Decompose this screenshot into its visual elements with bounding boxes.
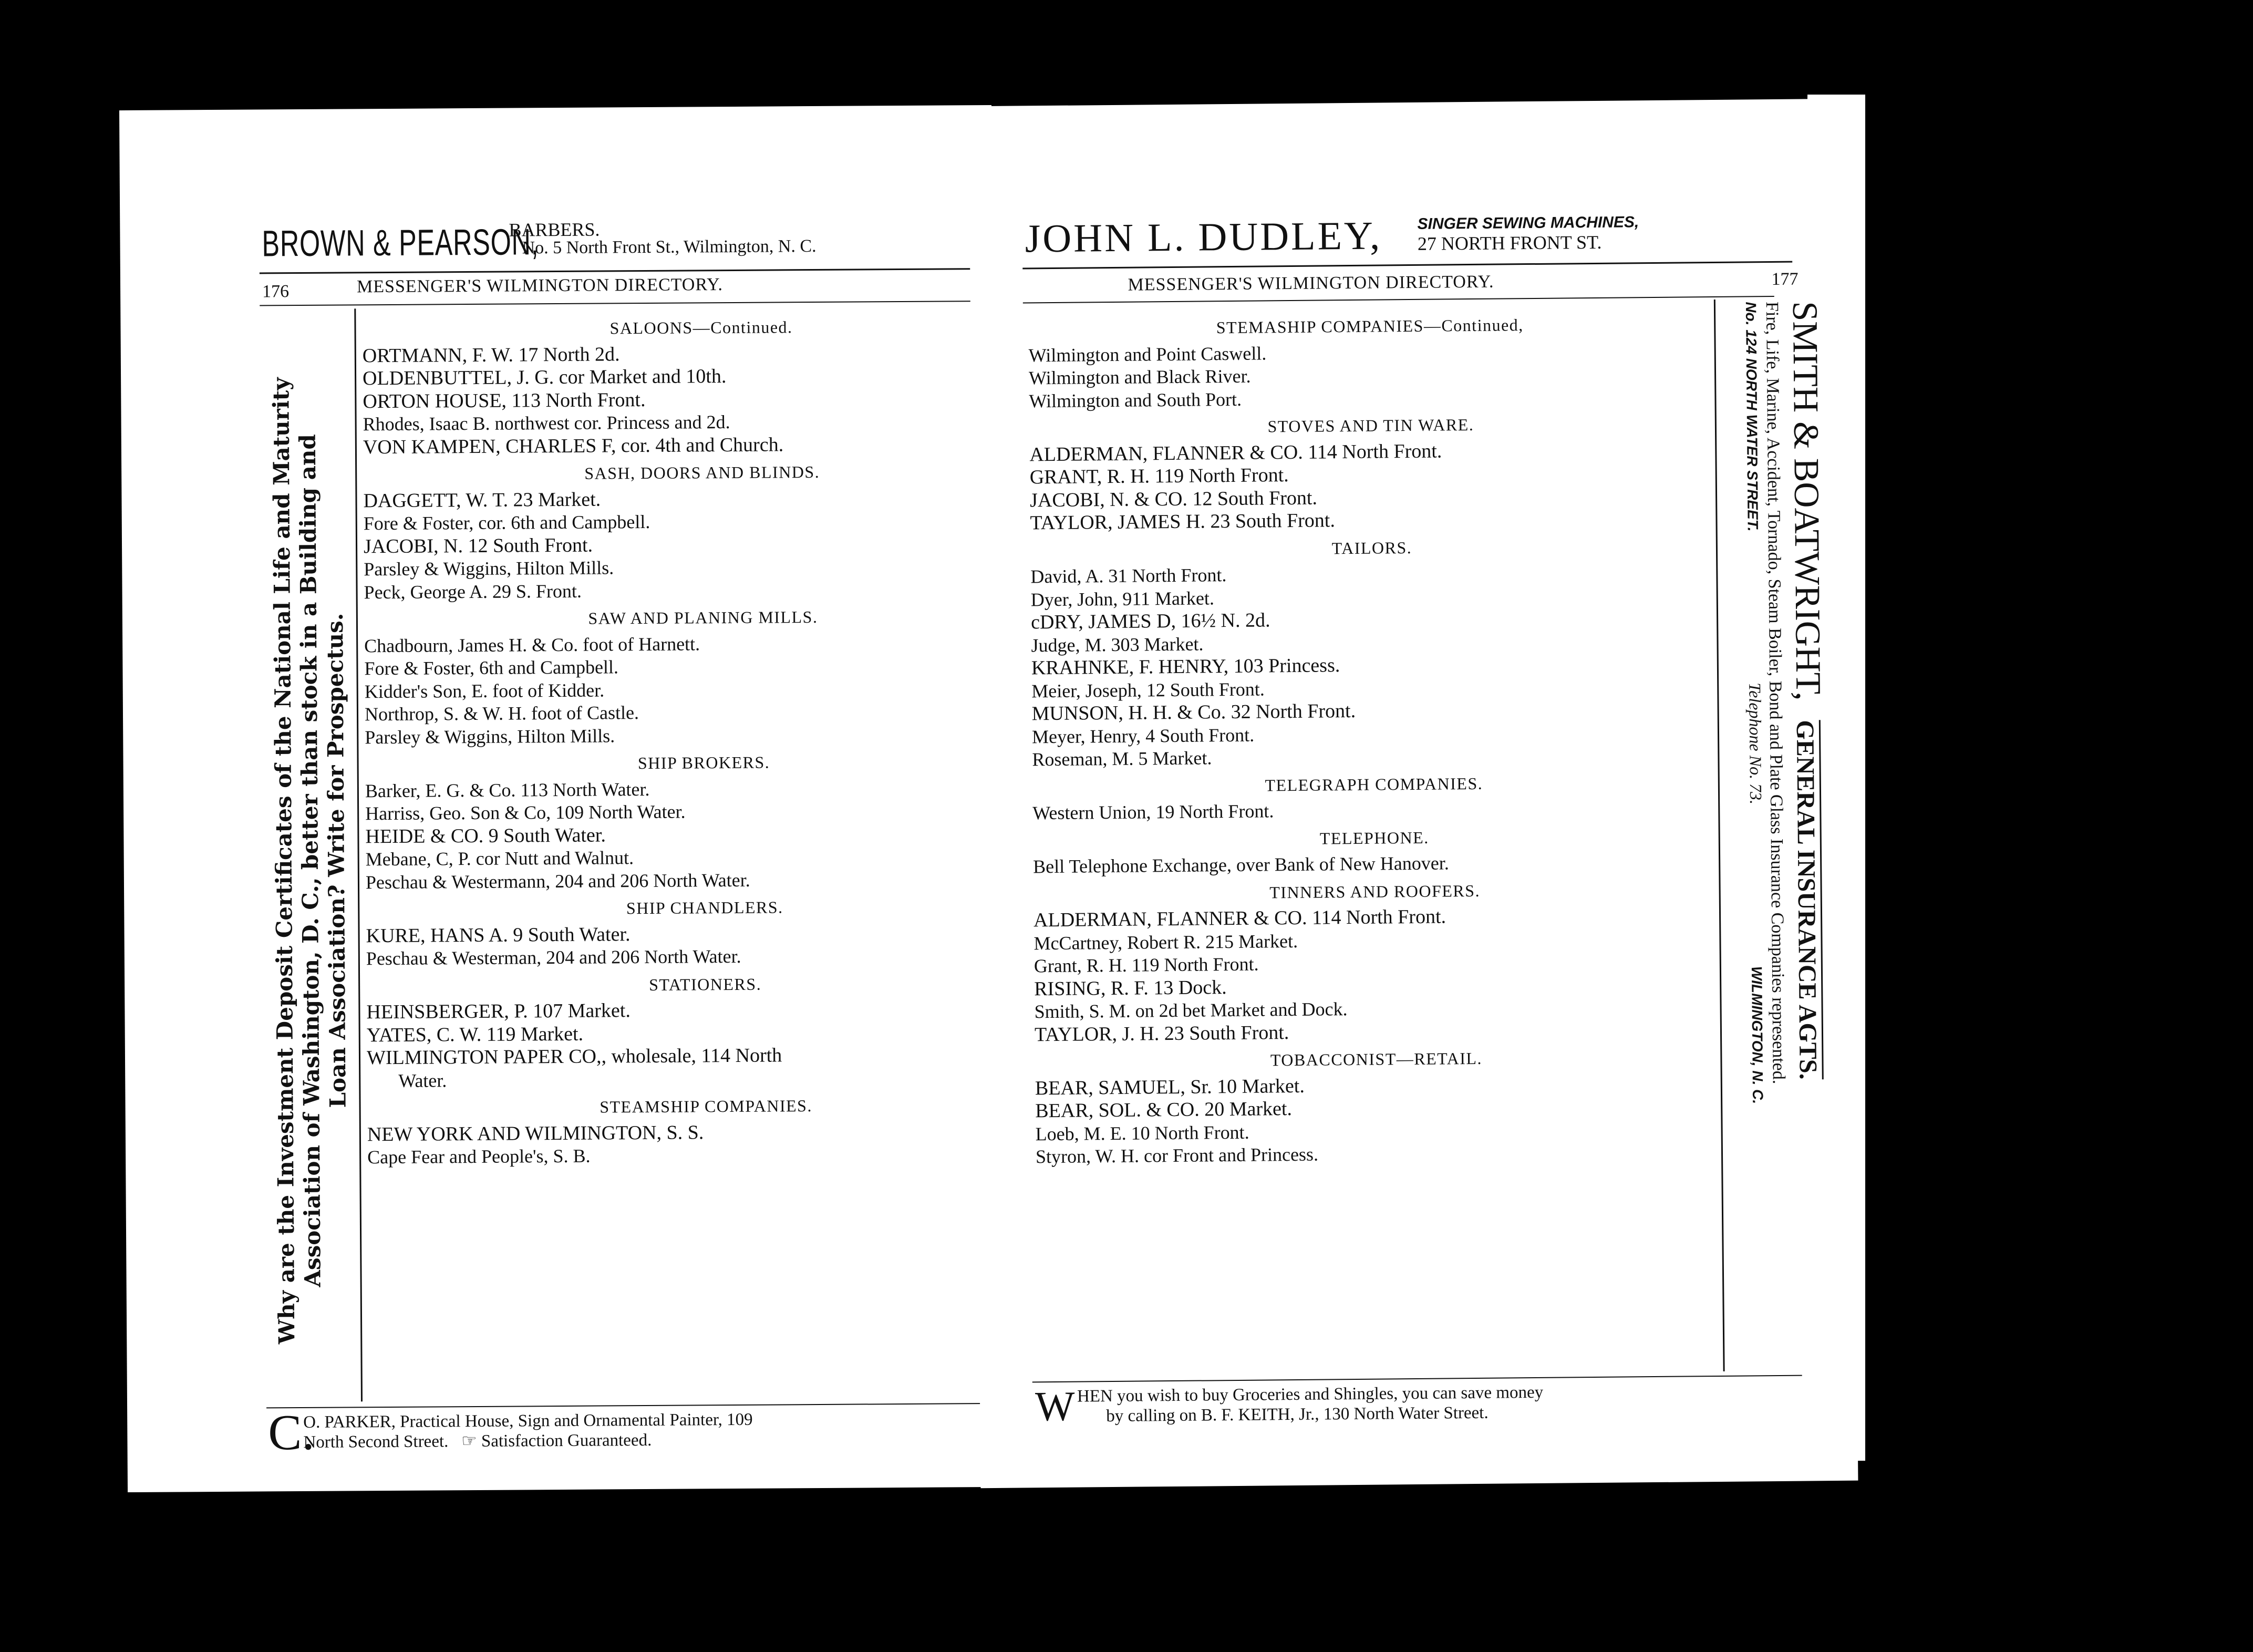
directory-entry: Peschau & Westerman, 204 and 206 North Water. bbox=[366, 945, 741, 969]
directory-entry: YATES, C. W. 119 Market. bbox=[366, 1023, 584, 1046]
right-side-advert-agents: GENERAL INSURANCE AGTS. bbox=[1791, 720, 1824, 1080]
left-page bbox=[119, 105, 1000, 1492]
directory-entry: Judge, M. 303 Market. bbox=[1031, 633, 1204, 656]
right-title-rule bbox=[1023, 296, 1774, 303]
left-column-rule bbox=[354, 308, 363, 1401]
directory-entry: Dyer, John, 911 Market. bbox=[1030, 587, 1215, 610]
directory-entry: McCartney, Robert R. 215 Market. bbox=[1034, 930, 1298, 954]
right-footer-line1: HEN you wish to buy Groceries and Shingles, you can save money bbox=[1077, 1382, 1544, 1406]
directory-entry: GRANT, R. H. 119 North Front. bbox=[1029, 464, 1289, 489]
section-heading: STATIONERS. bbox=[649, 974, 762, 994]
left-side-advert-line1: Why are the Investment Deposit Certificates of the National Life and Maturity bbox=[268, 377, 300, 1345]
directory-entry: KRAHNKE, F. HENRY, 103 Princess. bbox=[1031, 654, 1340, 679]
directory-entry: Meier, Joseph, 12 South Front. bbox=[1031, 678, 1265, 701]
right-page bbox=[969, 99, 1858, 1488]
directory-entry: Wilmington and Point Caswell. bbox=[1028, 342, 1267, 366]
directory-entry: Parsley & Wiggins, Hilton Mills. bbox=[364, 557, 614, 580]
directory-entry: Smith, S. M. on 2d bet Market and Dock. bbox=[1034, 998, 1348, 1023]
directory-entry: NEW YORK AND WILMINGTON, S. S. bbox=[367, 1121, 704, 1145]
left-footer-guarantee: Satisfaction Guaranteed. bbox=[481, 1430, 652, 1451]
directory-entry: ORTMANN, F. W. 17 North 2d. bbox=[362, 343, 620, 367]
directory-entry: Wilmington and South Port. bbox=[1029, 388, 1242, 411]
directory-entry: DAGGETT, W. T. 23 Market. bbox=[363, 488, 601, 512]
directory-entry: Rhodes, Isaac B. northwest cor. Princess and 2d. bbox=[363, 411, 730, 435]
left-title-rule bbox=[260, 301, 1000, 306]
directory-entry: ALDERMAN, FLANNER & CO. 114 North Front. bbox=[1033, 905, 1446, 932]
right-directory-listing bbox=[1028, 307, 1719, 1169]
right-page-number: 177 bbox=[1771, 269, 1799, 290]
right-side-advert-line1: Fire, Life, Marine, Accident, Tornado, Steam Boiler, Bond and Plate Glass Insurance Companies represented. bbox=[1762, 301, 1789, 1085]
directory-entry: Wilmington and Black River. bbox=[1028, 365, 1251, 389]
section-heading: STEAMSHIP COMPANIES. bbox=[600, 1096, 812, 1117]
directory-entry: Mebane, C, P. cor Nutt and Walnut. bbox=[365, 847, 634, 870]
right-header-name: JOHN L. DUDLEY, bbox=[1025, 213, 1382, 261]
section-heading: TELEGRAPH COMPANIES. bbox=[1265, 773, 1483, 794]
section-heading: STEMASHIP COMPANIES—Continued, bbox=[1216, 315, 1524, 337]
directory-entry: ORTON HOUSE, 113 North Front. bbox=[363, 388, 646, 412]
section-heading: SHIP BROKERS. bbox=[637, 752, 770, 773]
left-footer-line2: North Second Street. bbox=[303, 1432, 449, 1452]
right-footer-initial: W bbox=[1035, 1383, 1076, 1430]
directory-entry: Kidder's Son, E. foot of Kidder. bbox=[364, 679, 605, 702]
directory-entry: BEAR, SOL. & CO. 20 Market. bbox=[1035, 1098, 1293, 1122]
directory-entry: Meyer, Henry, 4 South Front. bbox=[1031, 724, 1255, 747]
directory-entry: TAYLOR, JAMES H. 23 South Front. bbox=[1030, 509, 1336, 534]
left-side-advert bbox=[267, 319, 353, 1402]
directory-entry: Harriss, Geo. Son & Co, 109 North Water. bbox=[365, 801, 686, 824]
right-footer-line2: by calling on B. F. KEITH, Jr., 130 North Water Street. bbox=[1106, 1403, 1489, 1426]
right-side-advert-rotator bbox=[1741, 301, 1834, 1374]
left-header-address: No. 5 North Front St., Wilmington, N. C. bbox=[522, 236, 817, 258]
directory-entry: HEIDE & CO. 9 South Water. bbox=[365, 823, 606, 848]
directory-entry: ALDERMAN, FLANNER & CO. 114 North Front. bbox=[1029, 440, 1442, 466]
right-running-title: MESSENGER'S WILMINGTON DIRECTORY. bbox=[1128, 272, 1494, 295]
left-header-rule bbox=[260, 268, 1000, 274]
left-footer-initial: C. bbox=[268, 1403, 315, 1461]
section-heading: SAW AND PLANING MILLS. bbox=[588, 607, 818, 628]
directory-entry: VON KAMPEN, CHARLES F, cor. 4th and Church. bbox=[363, 433, 784, 458]
directory-entry: Fore & Foster, cor. 6th and Campbell. bbox=[363, 511, 650, 534]
directory-entry: Chadbourn, James H. & Co. foot of Harnett. bbox=[364, 633, 700, 656]
right-side-advert-address: No. 124 NORTH WATER STREET. bbox=[1742, 302, 1761, 532]
directory-entry: JACOBI, N. & CO. 12 South Front. bbox=[1029, 487, 1318, 511]
directory-entry: RISING, R. F. 13 Dock. bbox=[1034, 976, 1227, 1000]
section-heading: SALOONS—Continued. bbox=[609, 317, 793, 338]
directory-entry: MUNSON, H. H. & Co. 32 North Front. bbox=[1031, 699, 1356, 725]
directory-entry: Styron, W. H. cor Front and Princess. bbox=[1035, 1143, 1319, 1168]
left-running-title: MESSENGER'S WILMINGTON DIRECTORY. bbox=[356, 275, 724, 297]
directory-entry: Bell Telephone Exchange, over Bank of New Hanover. bbox=[1033, 852, 1449, 877]
right-side-advert-city: WILMINGTON, N. C. bbox=[1748, 966, 1766, 1104]
section-heading: TOBACCONIST—RETAIL. bbox=[1270, 1048, 1483, 1070]
directory-entry: Peck, George A. 29 S. Front. bbox=[364, 580, 582, 603]
directory-entry: HEINSBERGER, P. 107 Market. bbox=[366, 999, 631, 1024]
directory-entry: KURE, HANS A. 9 South Water. bbox=[366, 923, 631, 947]
directory-entry: David, A. 31 North Front. bbox=[1030, 564, 1227, 587]
left-side-advert-line2: Association of Washington, D. C., better than stock in a Building and bbox=[294, 434, 326, 1287]
directory-entry: Roseman, M. 5 Market. bbox=[1032, 747, 1212, 770]
right-header-rule bbox=[1022, 261, 1792, 270]
directory-entry: TAYLOR, J. H. 23 South Front. bbox=[1034, 1021, 1289, 1046]
section-heading: TINNERS AND ROOFERS. bbox=[1269, 881, 1481, 902]
section-heading: SHIP CHANDLERS. bbox=[626, 897, 783, 918]
right-side-advert-telephone: Telephone No. 73. bbox=[1745, 683, 1766, 805]
directory-entry: Peschau & Westermann, 204 and 206 North Water. bbox=[365, 869, 750, 893]
right-header-address: 27 NORTH FRONT ST. bbox=[1417, 231, 1602, 254]
directory-entry: Northrop, S. & W. H. foot of Castle. bbox=[364, 702, 639, 725]
directory-entry: JACOBI, N. 12 South Front. bbox=[363, 534, 593, 557]
left-footer-line2-wrap bbox=[303, 1430, 652, 1452]
section-heading: STOVES AND TIN WARE. bbox=[1267, 415, 1474, 436]
left-header-name: BROWN & PEARSON, bbox=[262, 221, 539, 264]
directory-entry: BEAR, SAMUEL, Sr. 10 Market. bbox=[1035, 1075, 1305, 1099]
directory-entry: Grant, R. H. 119 North Front. bbox=[1034, 953, 1259, 977]
section-heading: TELEPHONE. bbox=[1319, 828, 1429, 848]
directory-entry: Barker, E. G. & Co. 113 North Water. bbox=[365, 778, 650, 801]
directory-entry: WILMINGTON PAPER CO,, wholesale, 114 North bbox=[366, 1044, 782, 1069]
right-side-advert-name: SMITH & BOATWRIGHT, bbox=[1785, 301, 1829, 701]
section-heading: TAILORS. bbox=[1331, 538, 1412, 557]
pointing-hand-icon: ☞ bbox=[461, 1431, 477, 1451]
left-side-advert-line3: Loan Association? Write for Prospectus. bbox=[322, 613, 351, 1108]
directory-entry: Western Union, 19 North Front. bbox=[1032, 800, 1274, 824]
left-footer-line1: O. PARKER, Practical House, Sign and Ornamental Painter, 109 bbox=[303, 1410, 753, 1432]
right-side-advert bbox=[1719, 301, 1834, 1374]
section-heading: SASH, DOORS AND BLINDS. bbox=[584, 462, 820, 483]
directory-entry: OLDENBUTTEL, J. G. cor Market and 10th. bbox=[362, 365, 727, 390]
right-header-trade: SINGER SEWING MACHINES, bbox=[1417, 213, 1639, 233]
directory-entry: Loeb, M. E. 10 North Front. bbox=[1035, 1121, 1249, 1144]
directory-entry: Water. bbox=[398, 1069, 447, 1091]
left-directory-listing bbox=[362, 309, 1000, 1169]
left-header-trade: BARBERS. bbox=[509, 219, 600, 241]
left-footer-rule bbox=[266, 1402, 1000, 1408]
directory-entry: cDRY, JAMES D, 16½ N. 2d. bbox=[1030, 609, 1270, 634]
directory-entry: Parsley & Wiggins, Hilton Mills. bbox=[365, 725, 615, 748]
directory-entry: Fore & Foster, 6th and Campbell. bbox=[364, 656, 619, 679]
directory-entry: Cape Fear and People's, S. B. bbox=[367, 1145, 591, 1168]
left-page-number: 176 bbox=[262, 282, 290, 302]
right-footer-rule bbox=[1032, 1375, 1802, 1383]
